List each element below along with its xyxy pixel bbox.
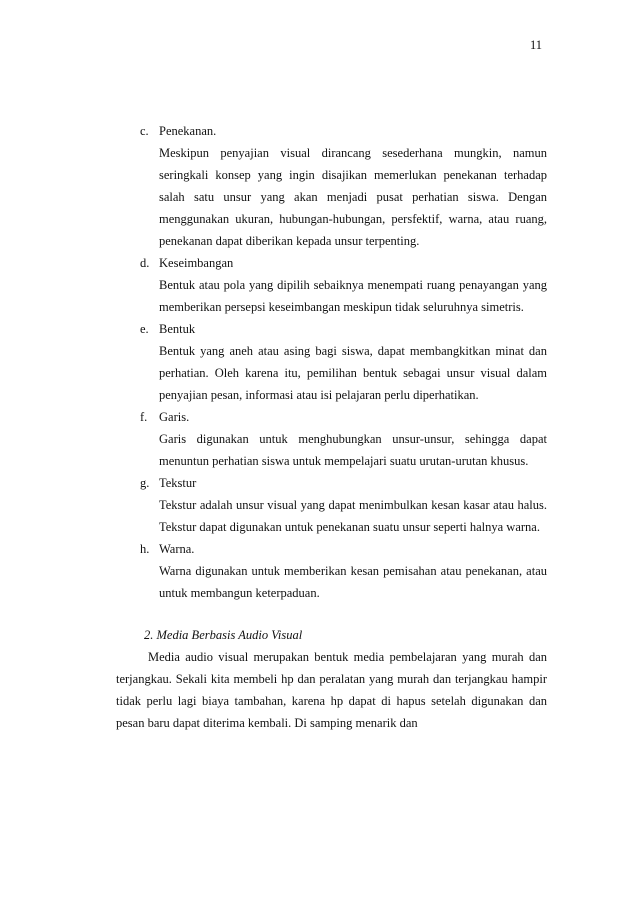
list-item-title: Penekanan. <box>159 123 217 138</box>
section-paragraph: Media audio visual merupakan bentuk media pembelajaran yang murah dan terjangkau. Sekali kita membeli hp dan peralatan yang murah dan terjangkau hampir tidak perlu lagi biaya tambahan, karena hp dapat di hapus setelah digunakan dan pesan baru dapat diterima kembali. Di samping menarik dan <box>116 650 547 730</box>
page-number: 11 <box>529 38 542 52</box>
list-item-f <box>116 406 547 472</box>
list-item-letter: h. <box>140 541 150 556</box>
list-item-paragraph: Meskipun penyajian visual dirancang sesederhana mungkin, namun seringkali konsep yang ingin disajikan memerlukan penekanan terhadap salah satu unsur yang akan menjadi pusat perhatian siswa. Dengan menggunakan ukuran, hubungan-hubungan, persfektif, warna, atau ruang, penekanan dapat diberikan kepada unsur terpenting. <box>159 146 547 248</box>
list-item-paragraph: Bentuk atau pola yang dipilih sebaiknya menempati ruang penayangan yang memberikan persepsi keseimbangan meskipun tidak seluruhnya simetris. <box>159 278 547 314</box>
list-item-c <box>116 120 547 252</box>
list-item-title: Keseimbangan <box>159 255 234 270</box>
page-body <box>116 120 547 734</box>
list-item-paragraph: Tekstur adalah unsur visual yang dapat menimbulkan kesan kasar atau halus. Tekstur dapat digunakan untuk penekanan suatu unsur seperti halnya warna. <box>159 498 547 534</box>
list-item-paragraph: Bentuk yang aneh atau asing bagi siswa, dapat membangkitkan minat dan perhatian. Oleh karena itu, pemilihan bentuk sebagai unsur visual dalam penyajian pesan, informasi atau isi pelajaran perlu diperhatikan. <box>159 344 547 402</box>
list-item-e <box>116 318 547 406</box>
list-item-title: Warna. <box>159 541 195 556</box>
list-item-heading <box>140 472 547 494</box>
list-item-paragraph: Warna digunakan untuk memberikan kesan pemisahan atau penekanan, atau untuk membangun keterpaduan. <box>159 564 547 600</box>
list-item-heading <box>140 538 547 560</box>
list-item-letter: c. <box>140 123 149 138</box>
list-item-heading <box>140 406 547 428</box>
list-item-h <box>116 538 547 604</box>
list-item-heading <box>140 318 547 340</box>
list-item-title: Tekstur <box>159 475 197 490</box>
list-item-heading <box>140 120 547 142</box>
list-item-g <box>116 472 547 538</box>
list-item-heading <box>140 252 547 274</box>
list-item-letter: d. <box>140 255 150 270</box>
list-item-d <box>116 252 547 318</box>
list-item-title: Garis. <box>159 409 190 424</box>
list-item-paragraph: Garis digunakan untuk menghubungkan unsur-unsur, sehingga dapat menuntun perhatian siswa untuk mempelajari suatu urutan-urutan khusus. <box>159 432 547 468</box>
list-item-letter: e. <box>140 321 149 336</box>
list-item-letter: g. <box>140 475 150 490</box>
list-item-letter: f. <box>140 409 148 424</box>
list-item-title: Bentuk <box>159 321 196 336</box>
section-heading: 2. Media Berbasis Audio Visual <box>144 628 303 642</box>
